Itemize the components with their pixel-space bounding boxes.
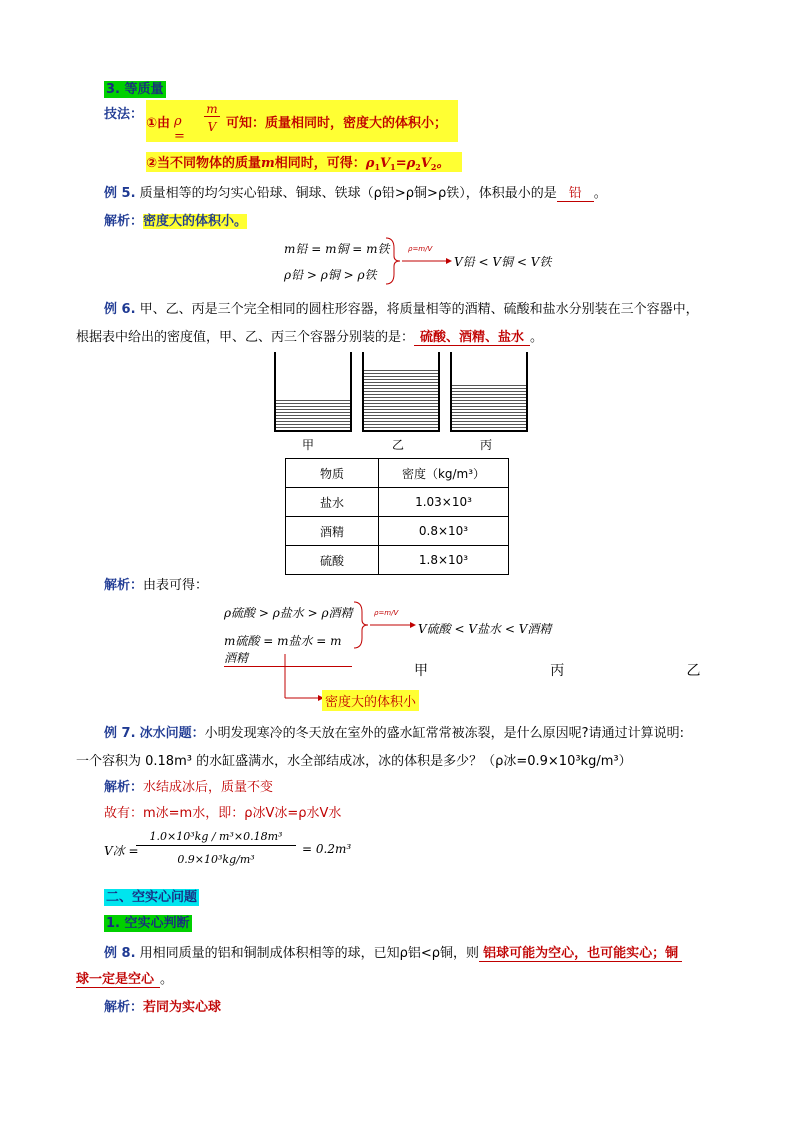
- section2-title: 二、空实心问题: [106, 890, 198, 905]
- example-5: 例 5. 质量相等的均匀实心铅球、铜球、铁球（ρ铅>ρ铜>ρ铁），体积最小的是 铅 。: [104, 186, 607, 201]
- liquid-jia: [276, 400, 350, 430]
- example-6-analysis: 解析：由表可得：: [104, 578, 209, 593]
- label-yi: 乙: [392, 438, 405, 452]
- container-jia: [274, 352, 352, 432]
- example-7: 例 7. 冰水问题：小明发现寒冷的冬天放在室外的盛水缸常常被冻裂，是什么原因呢?请通过计算说明:: [104, 726, 684, 741]
- density-table: [285, 458, 509, 575]
- section2-subtitle: 1. 空实心判断: [106, 916, 190, 931]
- method-label: 技法：: [104, 107, 144, 122]
- example-8-line2: 球一定是空心 。: [76, 972, 174, 987]
- label-jia: 甲: [302, 438, 315, 452]
- example-7-analysis: 解析：水结成冰后，质量不变: [104, 780, 274, 795]
- ex5-eq1: m铅 = m铜 = m铁: [284, 242, 390, 256]
- ex6-result: V硫酸 < V盐水 < V酒精: [418, 622, 552, 636]
- ex6-note: 密度大的体积小: [322, 690, 419, 711]
- ex6-eq1: ρ硫酸 > ρ盐水 > ρ酒精: [224, 606, 353, 620]
- svg-text:ρ=m/V: ρ=m/V: [374, 609, 399, 617]
- ex6-order: 甲 丙 乙: [414, 663, 701, 679]
- ex5-brace-arrow: [384, 236, 454, 286]
- container-bing: [450, 352, 528, 432]
- example-8: 例 8. 用相同质量的铝和铜制成体积相等的球，已知ρ铝<ρ铜，则 铝球可能为空心，也可能实心；铜: [104, 942, 682, 961]
- table-header: 物质 密度（kg/m³）: [286, 459, 509, 488]
- ex6-brace-arrow: [352, 600, 418, 652]
- ex7-calc-num: 1.0×10³kg / m³×0.18m³: [136, 830, 296, 846]
- table-row: 酒精 0.8×10³: [286, 517, 509, 546]
- method-line1: ①由 ρ = m V 可知：质量相同时，密度大的体积小；: [146, 100, 458, 142]
- table-row: 盐水 1.03×10³: [286, 488, 509, 517]
- ex7-calc-result: = 0.2m³: [302, 842, 352, 856]
- container-yi: [362, 352, 440, 432]
- section-title: 3. 等质量: [106, 82, 164, 97]
- method-line2: ②当不同物体的质量m相同时，可得：$\rho_1V_1=\rho_2V_2$。: [146, 152, 462, 172]
- liquid-yi: [364, 370, 438, 430]
- ex5-result: V铅 < V铜 < V铁: [454, 255, 552, 269]
- method-block: [104, 103, 143, 122]
- liquid-bing: [452, 384, 526, 430]
- ex5-eq2: ρ铅 > ρ铜 > ρ铁: [284, 268, 377, 282]
- ex7-calc-lhs: V冰 =: [104, 844, 139, 858]
- ex6-eq2: m硫酸 = m盐水 = m酒精: [224, 632, 352, 667]
- example-6-line2: 根据表中给出的密度值，甲、乙、丙三个容器分别装的是： 硫酸、酒精、盐水 。: [76, 330, 544, 345]
- label-bing: 丙: [480, 438, 493, 452]
- example-6: 例 6. 甲、乙、丙是三个完全相同的圆柱形容器，将质量相等的酒精、硫酸和盐水分别装在三个容器中，: [104, 302, 699, 317]
- table-row: 硫酸 1.8×10³: [286, 546, 509, 575]
- example-7-relation: 故有：m冰=m水，即：ρ冰V冰=ρ水V水: [104, 806, 342, 821]
- example-5-analysis: 解析：密度大的体积小。: [104, 214, 248, 229]
- example-8-analysis: 解析：若同为实心球: [104, 1000, 222, 1015]
- svg-text:ρ=m/V: ρ=m/V: [408, 245, 433, 253]
- example-7-line2: 一个容积为 0.18m³ 的水缸盛满水，水全部结成冰，冰的体积是多少？（ρ冰=0.9×10³kg/m³）: [76, 754, 632, 769]
- ex7-calc-den: 0.9×10³kg/m³: [177, 853, 255, 866]
